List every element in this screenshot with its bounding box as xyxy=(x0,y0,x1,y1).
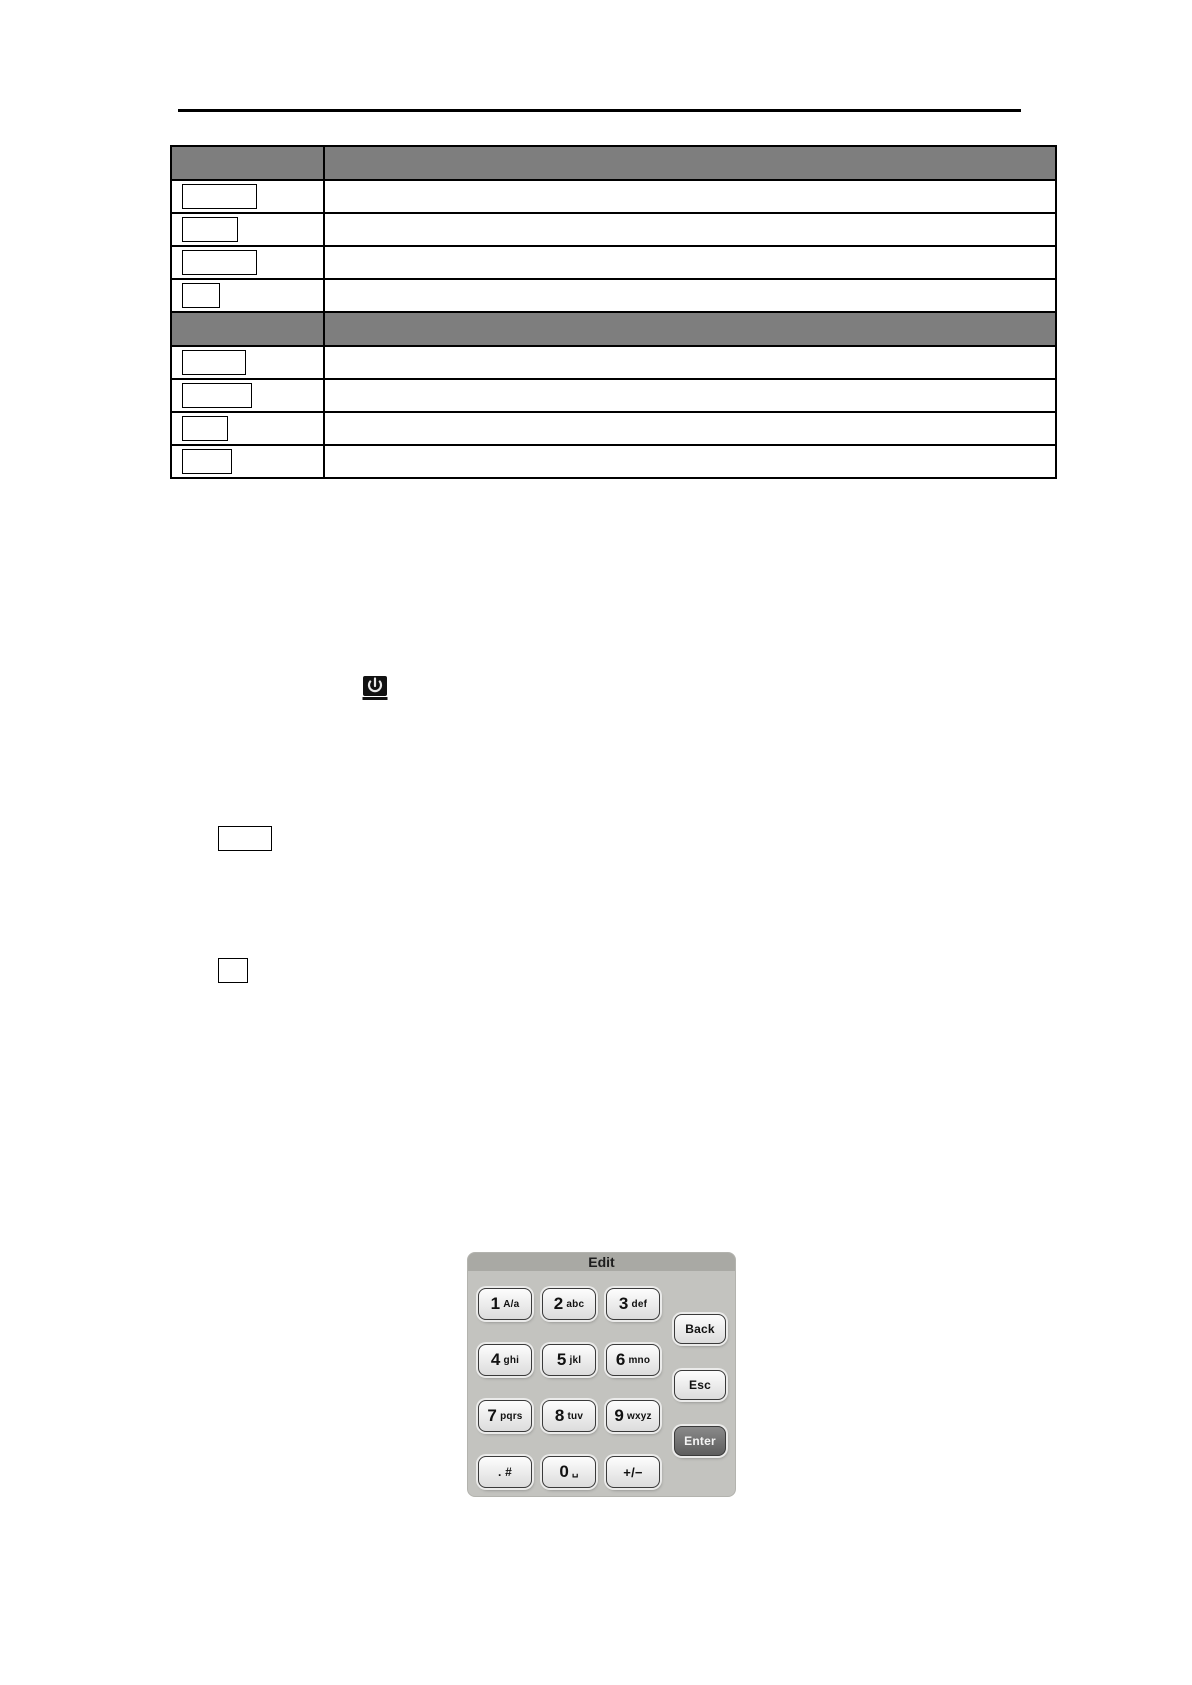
key-sub-label: tuv xyxy=(567,1410,584,1422)
key-plus-minus[interactable] xyxy=(606,1456,660,1488)
table-row xyxy=(171,279,1056,312)
table-cell xyxy=(171,412,324,445)
key-main-label: 7 xyxy=(487,1406,498,1425)
table-cell xyxy=(324,445,1056,478)
key-box xyxy=(182,184,257,209)
table-cell xyxy=(171,279,324,312)
key-main-label: 3 xyxy=(618,1294,629,1313)
key-sub-label: ghi xyxy=(503,1354,520,1366)
table-section-header xyxy=(171,312,1056,346)
table-section-header xyxy=(171,146,1056,180)
table-cell xyxy=(171,146,324,180)
table-cell xyxy=(324,312,1056,346)
key-sub-label: mno xyxy=(628,1354,651,1366)
key-sub-label: wxyz xyxy=(626,1410,652,1422)
key-box xyxy=(182,383,252,408)
key-dot-hash[interactable] xyxy=(478,1456,532,1488)
table-cell xyxy=(324,213,1056,246)
key-sub-label: . # xyxy=(498,1465,512,1479)
table-cell xyxy=(324,146,1056,180)
key-4[interactable] xyxy=(478,1344,532,1376)
power-icon xyxy=(362,675,388,701)
key-1[interactable] xyxy=(478,1288,532,1320)
key-5[interactable] xyxy=(542,1344,596,1376)
table-cell xyxy=(324,412,1056,445)
key-sub-label: A/a xyxy=(503,1298,520,1310)
key-main-label: 4 xyxy=(490,1350,501,1369)
back-button[interactable]: Back xyxy=(674,1314,726,1344)
key-7[interactable] xyxy=(478,1400,532,1432)
table-cell xyxy=(171,213,324,246)
key-main-label: 5 xyxy=(556,1350,567,1369)
key-box xyxy=(182,250,257,275)
key-sub-label: jkl xyxy=(569,1354,582,1366)
key-main-label: 2 xyxy=(553,1294,564,1313)
table-row xyxy=(171,246,1056,279)
key-3[interactable] xyxy=(606,1288,660,1320)
table-cell xyxy=(171,246,324,279)
table-cell xyxy=(324,180,1056,213)
key-box xyxy=(182,283,220,308)
table-row xyxy=(171,379,1056,412)
key-sub-label: abc xyxy=(566,1298,585,1310)
table-row xyxy=(171,412,1056,445)
key-main-label: 0 xyxy=(559,1462,570,1481)
table-row xyxy=(171,213,1056,246)
table-cell xyxy=(171,346,324,379)
key-main-label: 8 xyxy=(554,1406,565,1425)
key-box xyxy=(182,217,238,242)
key-6[interactable] xyxy=(606,1344,660,1376)
key-main-label: 9 xyxy=(614,1406,624,1425)
key-sub-label: ␣ xyxy=(572,1466,579,1478)
table-cell xyxy=(324,279,1056,312)
key-main-label: 1 xyxy=(490,1294,501,1313)
key-0[interactable] xyxy=(542,1456,596,1488)
key-box xyxy=(218,958,248,983)
table-cell xyxy=(324,346,1056,379)
key-9[interactable] xyxy=(606,1400,660,1432)
table-cell xyxy=(171,180,324,213)
table-cell xyxy=(171,445,324,478)
key-box xyxy=(182,350,246,375)
table-cell xyxy=(171,379,324,412)
key-box xyxy=(182,449,232,474)
key-2[interactable] xyxy=(542,1288,596,1320)
table-row xyxy=(171,180,1056,213)
key-sub-label: +/− xyxy=(623,1464,643,1480)
key-box xyxy=(218,826,272,851)
key-sub-label: def xyxy=(631,1298,648,1310)
key-8[interactable] xyxy=(542,1400,596,1432)
esc-button[interactable]: Esc xyxy=(674,1370,726,1400)
table-cell xyxy=(324,246,1056,279)
table-cell xyxy=(324,379,1056,412)
key-sub-label: pqrs xyxy=(500,1410,523,1422)
header-rule xyxy=(178,109,1021,112)
function-key-table xyxy=(170,145,1057,479)
key-main-label: 6 xyxy=(615,1350,626,1369)
enter-button[interactable]: Enter xyxy=(674,1426,726,1456)
edit-keypad xyxy=(467,1252,736,1497)
keypad-title: Edit xyxy=(588,1254,615,1270)
table-row xyxy=(171,346,1056,379)
table-row xyxy=(171,445,1056,478)
table-cell xyxy=(171,312,324,346)
key-box xyxy=(182,416,228,441)
